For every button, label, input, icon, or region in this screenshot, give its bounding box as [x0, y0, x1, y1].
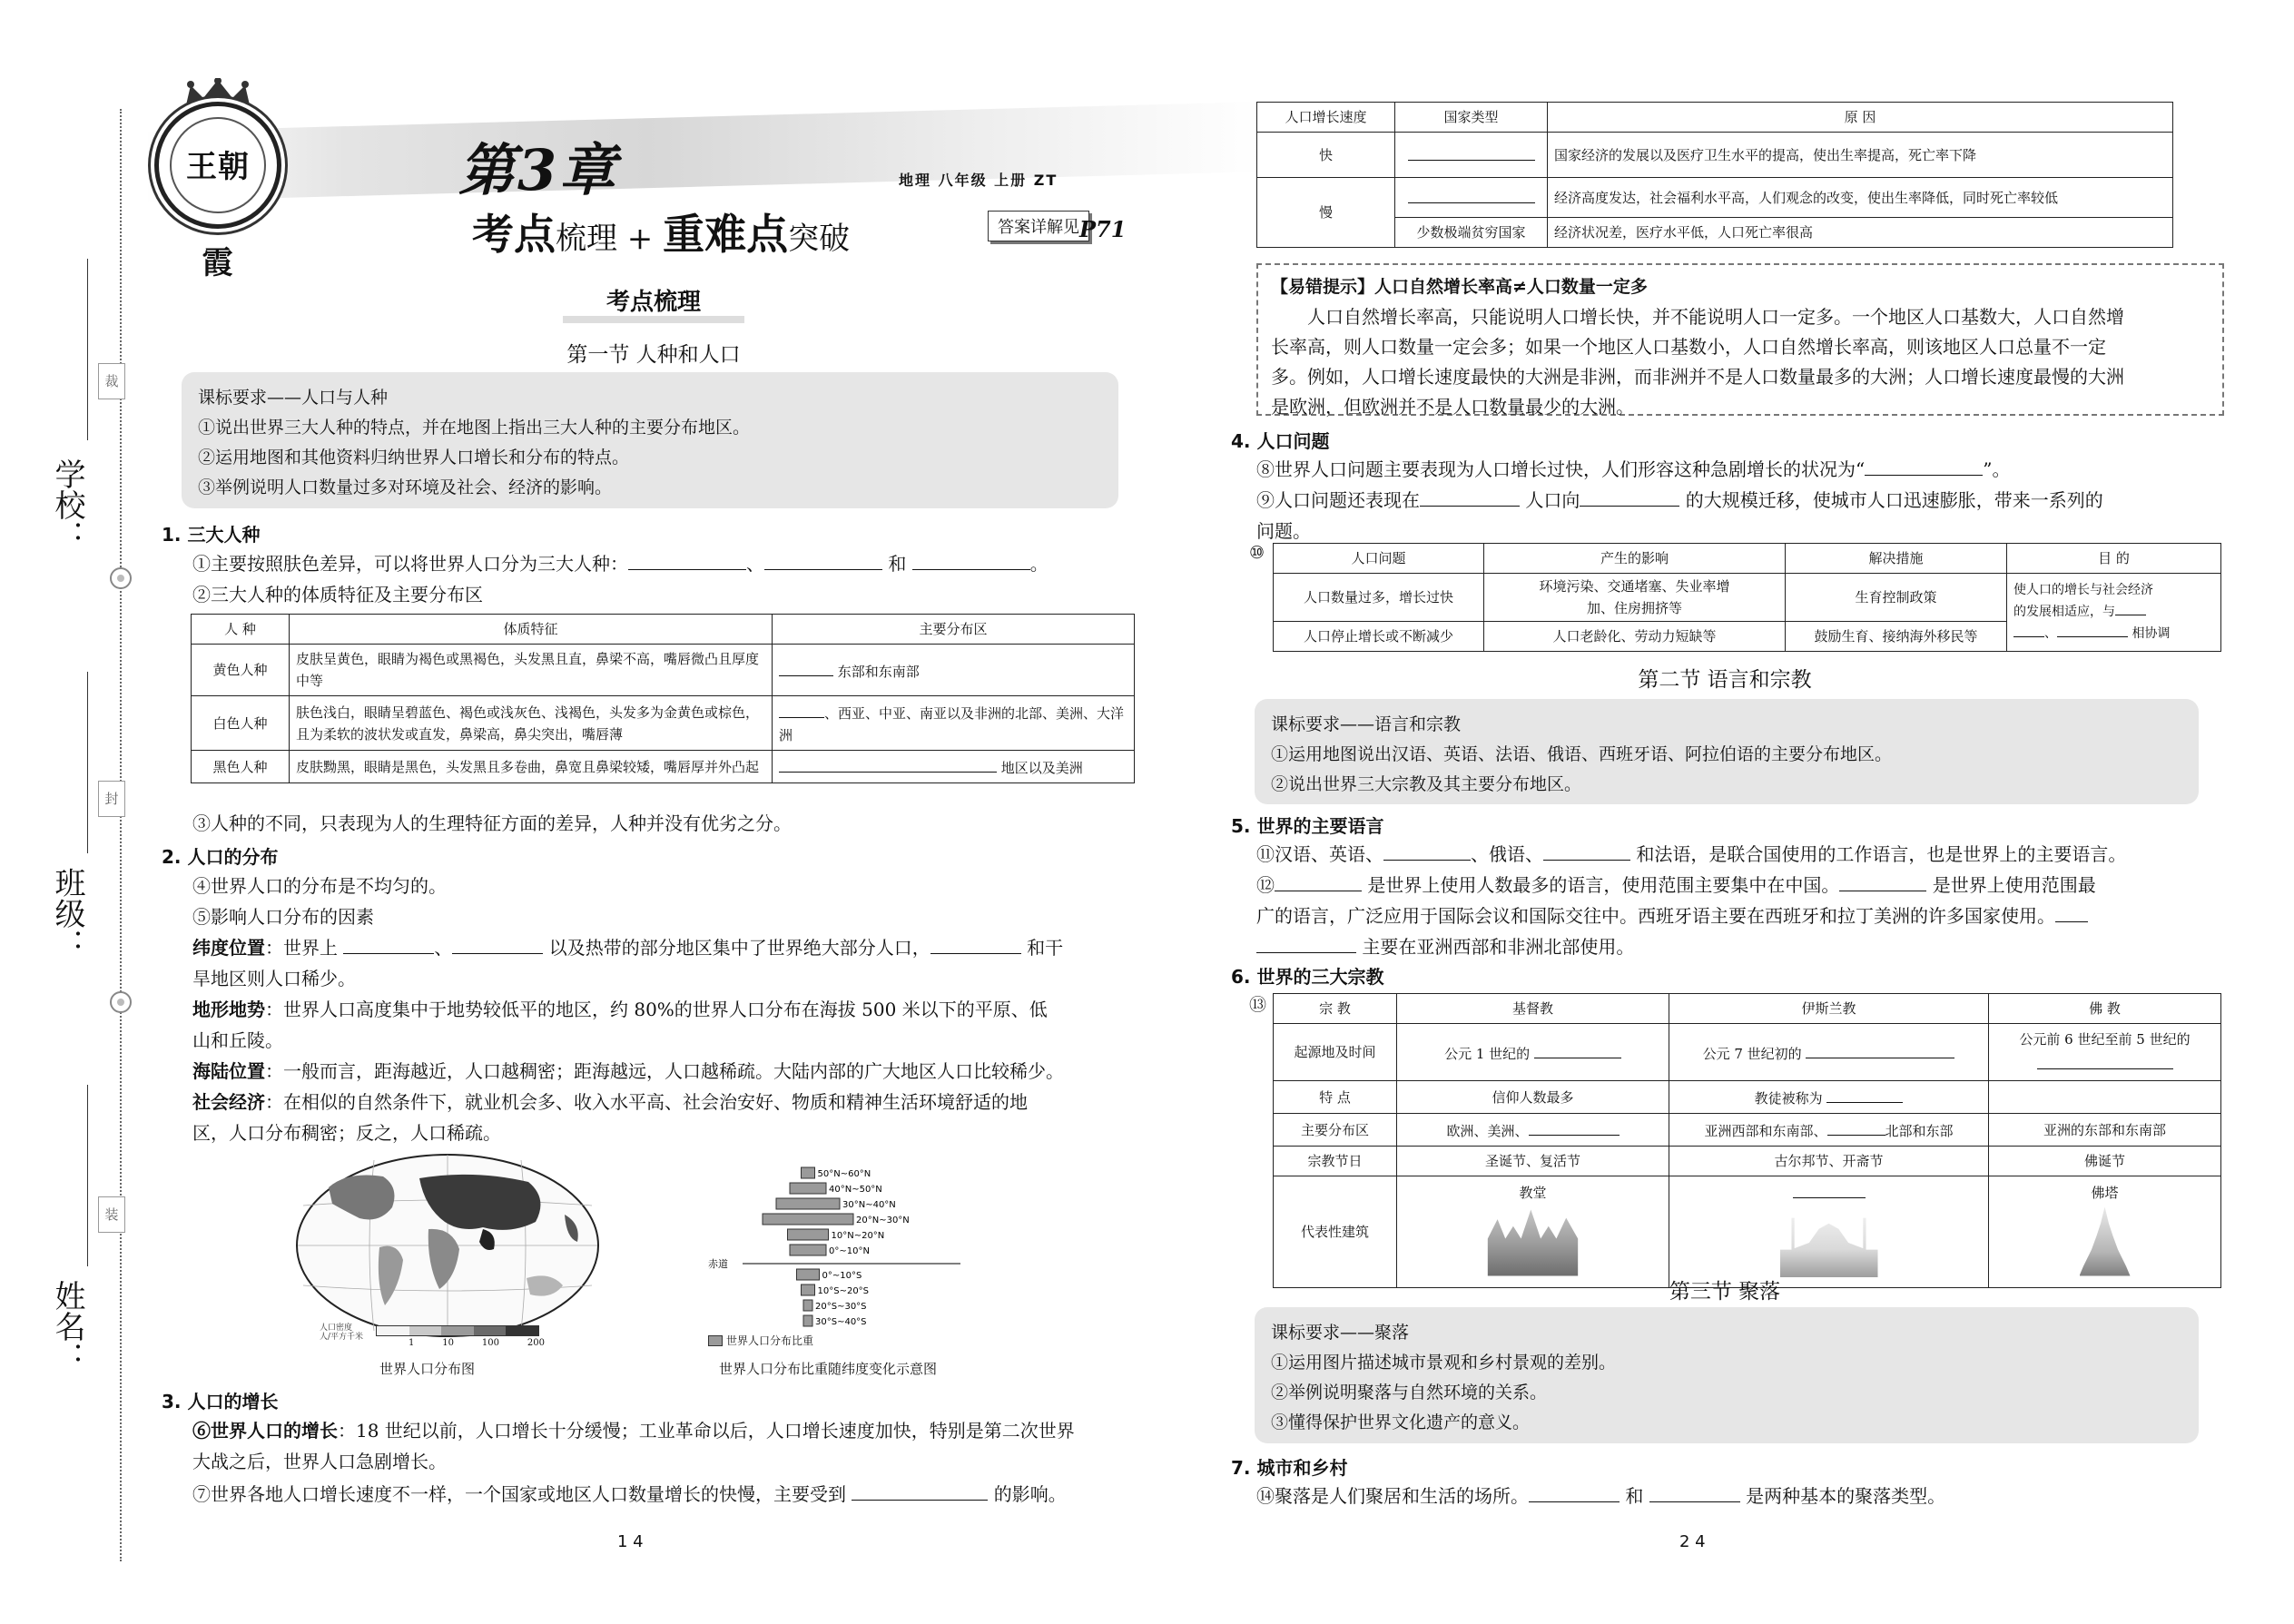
legend-swatch — [708, 1335, 723, 1346]
cut-char-zhuang: 装 — [98, 1196, 125, 1233]
blank-rural[interactable] — [1420, 488, 1520, 507]
latitude-tick-label: 10°N~20°N — [831, 1231, 885, 1241]
latitude-bar-chart — [706, 1164, 997, 1345]
section-heading: 考点梳理 — [563, 289, 744, 323]
name-field — [45, 1280, 85, 1373]
table-row: 主要分布区 欧洲、美洲、 亚洲西部和东南部、 北部和东部 亚洲的东部和东南部 — [1274, 1114, 2221, 1147]
s2-title: 2. 人口的分布 — [162, 846, 279, 868]
s1-line2: ②三大人种的体质特征及主要分布区 — [192, 584, 483, 605]
blank-slow-type[interactable] — [1408, 185, 1535, 203]
blank-islam-area[interactable] — [1827, 1117, 1885, 1136]
answer-page: P71 — [1079, 216, 1127, 242]
blank-race-3[interactable] — [912, 552, 1030, 570]
s4-line9: ⑨人口问题还表现在 人口向 的大规模迁移，使城市人口迅速膨胀，带来一系列的 问题。 — [1256, 489, 2103, 542]
class-label: 班级： — [49, 867, 85, 960]
latitude-tick-label: 30°N~40°N — [842, 1200, 896, 1210]
latitude-tick-label: 40°N~50°N — [829, 1185, 882, 1195]
latitude-bar — [802, 1167, 815, 1178]
blank-race-1[interactable] — [628, 552, 746, 570]
blank-christ-origin[interactable] — [1534, 1040, 1621, 1058]
blank-yellow-area[interactable] — [779, 658, 833, 676]
school-field — [45, 458, 85, 551]
s5-title: 5. 世界的主要语言 — [1231, 815, 1384, 837]
map-legend-title: 人口密度 人/平方千米 — [320, 1324, 364, 1342]
logo-text: 王朝霞 — [186, 149, 250, 281]
latitude-tick-label: 0°~10°S — [822, 1271, 862, 1281]
requirement-item: ②说出世界三大宗教及其主要分布地区。 — [1271, 774, 1582, 794]
subtitle-part-b: 梳理 + — [556, 221, 664, 257]
tip-line: 长率高，则人口数量一定会多；如果一个地区人口基数小，人口自然增长率高，则该地区人口总量不一定 — [1271, 336, 2106, 358]
blank-village[interactable] — [1649, 1484, 1740, 1502]
s2-terrain: 地形地势：世界人口高度集中于地势较低平的地区，约 80%的世界人口分布在海拔 500 米以下的平原、低 山和丘陵。 — [192, 999, 1048, 1051]
s2-line5: ⑤影响人口分布的因素 — [192, 906, 374, 928]
race-table: 人 种 体质特征 主要分布区 黄色人种 皮肤呈黄色，眼睛为褐色或黑褐色，头发黑且直，鼻梁不高，嘴唇微凸且厚度中等 东部和东南部 白色人种 肤色浅白，眼睛呈碧蓝色、褐色或浅灰色、浅褐色，头发多为金黄色或棕色，且为柔软的波状发或直发，鼻梁高，鼻尖突出，嘴唇薄 、西亚、中亚、南亚以及非洲的北部、美洲、大洋洲 黑色人种 皮肤黝黑，眼睛是黑色，头发黑且多卷曲，鼻宽且鼻梁较矮，嘴唇厚并外凸起 地区以及美洲 — [191, 614, 1135, 783]
blank-fast-type[interactable] — [1408, 143, 1535, 161]
requirement-item: ③举例说明人口数量过多对环境及社会、经济的影响。 — [198, 477, 613, 497]
table-row: 起源地及时间 公元 1 世纪的 公元 7 世纪初的 公元前 6 世纪至前 5 世纪的 — [1274, 1024, 2221, 1081]
blank-urban[interactable] — [1580, 488, 1679, 507]
church-photo — [1484, 1207, 1582, 1276]
tip-title: 【易错提示】人口自然增长率高≠人口数量一定多 — [1271, 277, 1648, 297]
s3-title: 3. 人口的增长 — [162, 1391, 279, 1412]
requirement-item: ②运用地图和其他资料归纳世界人口增长和分布的特点。 — [198, 448, 630, 468]
s5-line11: ⑪汉语、英语、 、俄语、 和法语，是联合国使用的工作语言，也是世界上的主要语言。 — [1256, 843, 2127, 865]
latitude-tick-label: 0°~10°N — [829, 1246, 870, 1256]
latitude-tick-label: 10°S~20°S — [817, 1286, 870, 1296]
bar-chart-legend — [708, 1333, 813, 1348]
s2-line4: ④世界人口的分布是不均匀的。 — [192, 875, 447, 897]
requirement-box-3 — [1255, 1307, 2199, 1443]
cut-char-feng: 封 — [98, 781, 125, 817]
latitude-bar — [803, 1315, 812, 1326]
class-field — [45, 867, 85, 960]
s1-title: 1. 三大人种 — [162, 524, 261, 546]
blank-lat-1[interactable] — [343, 936, 434, 954]
latitude-tick-label: 50°N~60°N — [817, 1169, 871, 1179]
requirement-item: ②举例说明聚落与自然环境的关系。 — [1271, 1383, 1548, 1403]
s1-line3: ③人种的不同，只表现为人的生理特征方面的差异，人种并没有优劣之分。 — [192, 812, 792, 834]
subtitle-part-c: 重难点 — [663, 210, 789, 259]
map-caption: 世界人口分布图 — [379, 1361, 476, 1377]
latitude-bar — [790, 1183, 826, 1194]
world-population-map — [292, 1151, 603, 1356]
latitude-bar — [776, 1198, 840, 1209]
tip-line: 人口自然增长率高，只能说明人口增长快，并不能说明人口一定多。一个地区人口基数大，人口自然增 — [1307, 306, 2124, 328]
pagoda-photo — [2080, 1207, 2131, 1276]
chapter-title: 第3章 — [458, 137, 619, 203]
blank-goal-3[interactable] — [2057, 623, 2128, 637]
blank-goal-1[interactable] — [2115, 601, 2146, 615]
table-row: 慢 经济高度发达，社会福利水平高，人们观念的改变，使出生率降低，同时死亡率较低 — [1257, 178, 2173, 218]
latitude-tick-label: 30°S~40°S — [815, 1317, 867, 1327]
blank-chinese[interactable] — [1275, 873, 1362, 891]
marker-13: ⑬ — [1249, 995, 1267, 1015]
blank-lat-2[interactable] — [452, 936, 543, 954]
s3-line6: ⑥世界人口的增长：18 世纪以前，人口增长十分缓慢；工业革命以后，人口增长速度加快，特别是第二次世界 大战之后，世界人口急剧增长。 — [192, 1420, 1075, 1472]
table-row: 特 点 信仰人数最多 教徒被称为 — [1274, 1081, 2221, 1114]
religion-table: 宗 教 基督教 伊斯兰教 佛 教 起源地及时间 公元 1 世纪的 公元 7 世纪初的 公元前 6 世纪至前 5 世纪的 特 点 信仰人数最多 教徒被称为 主要分布区 欧洲、美洲、 亚洲西部和东南部、 北部和东部 亚洲的东部和东南部 宗教节日 圣诞节、复活节 古尔邦节、开斋节 佛诞节 代表性建筑 教堂 佛塔 — [1273, 993, 2221, 1288]
blank-city[interactable] — [1529, 1484, 1620, 1502]
blank-arabic-a[interactable] — [2055, 904, 2088, 922]
blank-buddhism-origin[interactable] — [2037, 1051, 2173, 1069]
cut-line — [120, 109, 122, 1561]
part2-title: 第二节 语言和宗教 — [1638, 668, 1812, 692]
book-meta: 地理 八年级 上册 ZT — [899, 172, 1058, 189]
name-underline[interactable] — [87, 1085, 88, 1266]
blank-language-1[interactable] — [1383, 842, 1471, 861]
header-banner — [145, 102, 1262, 202]
blank-mosque[interactable] — [1793, 1180, 1866, 1198]
requirement-item: ③懂得保护世界文化遗产的意义。 — [1271, 1412, 1531, 1432]
tip-line: 多。例如，人口增长速度最快的大洲是非洲，而非洲并不是人口数量最多的大洲；人口增长速度最慢的大洲 — [1271, 366, 2124, 388]
s2-sea: 海陆位置：一般而言，距海越近，人口越稠密；距海越远，人口越稀疏。大陆内部的广大地区人口比较稀少。 — [192, 1060, 1064, 1082]
requirement-box-1 — [182, 372, 1118, 508]
class-underline[interactable] — [87, 672, 88, 853]
chapter-subtitle — [472, 202, 850, 261]
blank-arabic-b[interactable] — [1256, 935, 1356, 953]
latitude-tick-label: 20°S~30°S — [815, 1302, 867, 1312]
table-row: 黑色人种 皮肤黝黑，眼睛是黑色，头发黑且多卷曲，鼻宽且鼻梁较矮，嘴唇厚并外凸起 地区以及美洲 — [192, 751, 1135, 783]
map-legend-ticks: 1 10 100 200 — [409, 1338, 545, 1348]
blank-language-2[interactable] — [1543, 842, 1630, 861]
school-underline[interactable] — [87, 259, 88, 440]
table-row: 人口数量过多，增长过快 环境污染、交通堵塞、失业率增加、住房拥挤等 生育控制政策 使人口的增长与社会经济 的发展相适应，与 、 相协调 — [1274, 574, 2221, 622]
subtitle-part-d: 突破 — [788, 221, 851, 257]
blank-christ-area[interactable] — [1529, 1117, 1620, 1136]
table-row: 少数极端贫穷国家 经济状况差，医疗水平低，人口死亡率很高 — [1257, 218, 2173, 248]
subtitle-part-a: 考点 — [472, 210, 556, 259]
answer-label: 答案详解见 — [998, 218, 1079, 237]
latitude-bar — [763, 1214, 853, 1225]
blank-population-explosion[interactable] — [1865, 458, 1983, 476]
s6-title: 6. 世界的三大宗教 — [1231, 966, 1384, 988]
s4-line8: ⑧世界人口问题主要表现为人口增长过快，人们形容这种急剧增长的状况为“ ”。 — [1256, 458, 2011, 480]
blank-lat-3[interactable] — [930, 936, 1021, 954]
requirement-title: 课标要求——语言和宗教 — [1271, 714, 1462, 734]
legend-label: 世界人口分布比重 — [726, 1334, 814, 1347]
cut-char-cai: 裁 — [98, 363, 125, 399]
part3-title: 第三节 聚落 — [1669, 1280, 1781, 1304]
marker-10: ⑩ — [1249, 543, 1265, 563]
blank-english[interactable] — [1839, 873, 1926, 891]
growth-rate-table: 人口增长速度 国家类型 原 因 快 国家经济的发展以及医疗卫生水平的提高，使出生率提高，死亡率下降 慢 经济高度发达，社会福利水平高，人们观念的改变，使出生率降低，同时死亡率较低 少数极端贫穷国家 经济状况差，医疗水平低，人口死亡率很高 — [1256, 102, 2173, 248]
map-legend — [376, 1325, 539, 1336]
binding-ring-icon — [110, 991, 132, 1013]
s7-line14: ⑭聚落是人们聚居和生活的场所。 和 是两种基本的聚落类型。 — [1256, 1485, 1946, 1507]
table-row: 白色人种 肤色浅白，眼睛呈碧蓝色、褐色或浅灰色、浅褐色，头发多为金黄色或棕色，且为柔软的波状发或直发，鼻梁高，鼻尖突出，嘴唇薄 、西亚、中亚、南亚以及非洲的北部、美洲、大洋洲 — [192, 696, 1135, 751]
s1-line1: ①主要按照肤色差异，可以将世界人口分为三大人种： 、 和 。 — [192, 553, 1049, 575]
latitude-bar — [797, 1269, 820, 1280]
school-label: 学校： — [49, 458, 85, 551]
requirement-title: 课标要求——聚落 — [1271, 1323, 1410, 1343]
requirement-box-2 — [1255, 699, 2199, 804]
s7-title: 7. 城市和乡村 — [1231, 1457, 1348, 1479]
page-number-right: 2 4 — [1679, 1532, 1706, 1551]
blank-black-area[interactable] — [779, 754, 997, 773]
requirement-title: 课标要求——人口与人种 — [198, 388, 389, 408]
binding-ring-icon — [110, 567, 132, 589]
table-row: 宗教节日 圣诞节、复活节 古尔邦节、开斋节 佛诞节 — [1274, 1147, 2221, 1176]
s5-line12: ⑫ 是世界上使用人数最多的语言，使用范围主要集中在中国。 是世界上使用范围最 广的语言，广泛应用于国际会议和国际交往中。西班牙语主要在西班牙和拉丁美洲的许多国家使用。 主要在亚洲西部和非洲北部使用。 — [1256, 874, 2096, 958]
requirement-item: ①运用地图说出汉语、英语、法语、俄语、西班牙语、阿拉伯语的主要分布地区。 — [1271, 744, 1893, 764]
table-row: 人口停止增长或不断减少 人口老龄化、劳动力短缺等 鼓励生育、接纳海外移民等 — [1274, 622, 2221, 652]
equator-label: 赤道 — [708, 1258, 728, 1270]
requirement-item: ①说出世界三大人种的特点，并在地图上指出三大人种的主要分布地区。 — [198, 418, 751, 438]
tip-line: 是欧洲，但欧洲并不是人口数量最少的大洲。 — [1271, 396, 1634, 418]
requirement-item: ①运用图片描述城市景观和乡村景观的差别。 — [1271, 1353, 1617, 1373]
bar-chart-caption: 世界人口分布比重随纬度变化示意图 — [719, 1361, 938, 1377]
binding-margin — [0, 0, 127, 1624]
blank-muslim[interactable] — [1826, 1085, 1903, 1103]
blank-goal-2[interactable] — [2013, 623, 2044, 637]
blank-islam-origin[interactable] — [1806, 1040, 1954, 1058]
s4-title: 4. 人口问题 — [1231, 430, 1330, 452]
latitude-bar — [802, 1284, 815, 1295]
s3-line7: ⑦世界各地人口增长速度不一样，一个国家或地区人口数量增长的快慢，主要受到 的影响。 — [192, 1483, 1067, 1505]
s2-economy: 社会经济：在相似的自然条件下，就业机会多、收入水平高、社会治安好、物质和精神生活环境舒适的地 区，人口分布稠密；反之，人口稀疏。 — [192, 1091, 1028, 1144]
name-label: 姓名： — [49, 1280, 85, 1373]
table-row: 快 国家经济的发展以及医疗卫生水平的提高，使出生率提高，死亡率下降 — [1257, 133, 2173, 178]
blank-white-area[interactable] — [779, 700, 824, 718]
table-row: 代表性建筑 教堂 佛塔 — [1274, 1176, 2221, 1288]
population-problem-table: 人口问题 产生的影响 解决措施 目 的 人口数量过多，增长过快 环境污染、交通堵塞、失业率增加、住房拥挤等 生育控制政策 使人口的增长与社会经济 的发展相适应，与 、 相协调 人口停止增长或不断减少 人口老龄化、劳动力短缺等 鼓励生育、接纳海外移民等 — [1273, 543, 2221, 652]
latitude-bar — [790, 1245, 826, 1255]
s2-latitude: 纬度位置：世界上 、 以及热带的部分地区集中了世界绝大部分人口， 和干 旱地区则人口稀少。 — [192, 937, 1064, 989]
blank-growth-factor[interactable] — [852, 1482, 988, 1501]
page-number-left: 1 4 — [617, 1532, 644, 1551]
blank-race-2[interactable] — [764, 552, 882, 570]
mosque-photo — [1780, 1208, 1878, 1277]
answer-reference — [988, 211, 1127, 242]
table-row: 黄色人种 皮肤呈黄色，眼睛为褐色或黑褐色，头发黑且直，鼻梁不高，嘴唇微凸且厚度中等 东部和东南部 — [192, 645, 1135, 696]
tip-box — [1256, 263, 2224, 416]
part1-title: 第一节 人种和人口 — [566, 343, 741, 367]
brand-logo — [154, 102, 281, 281]
latitude-bar — [803, 1300, 812, 1311]
latitude-tick-label: 20°N~30°N — [856, 1216, 910, 1225]
latitude-bar — [788, 1229, 829, 1240]
